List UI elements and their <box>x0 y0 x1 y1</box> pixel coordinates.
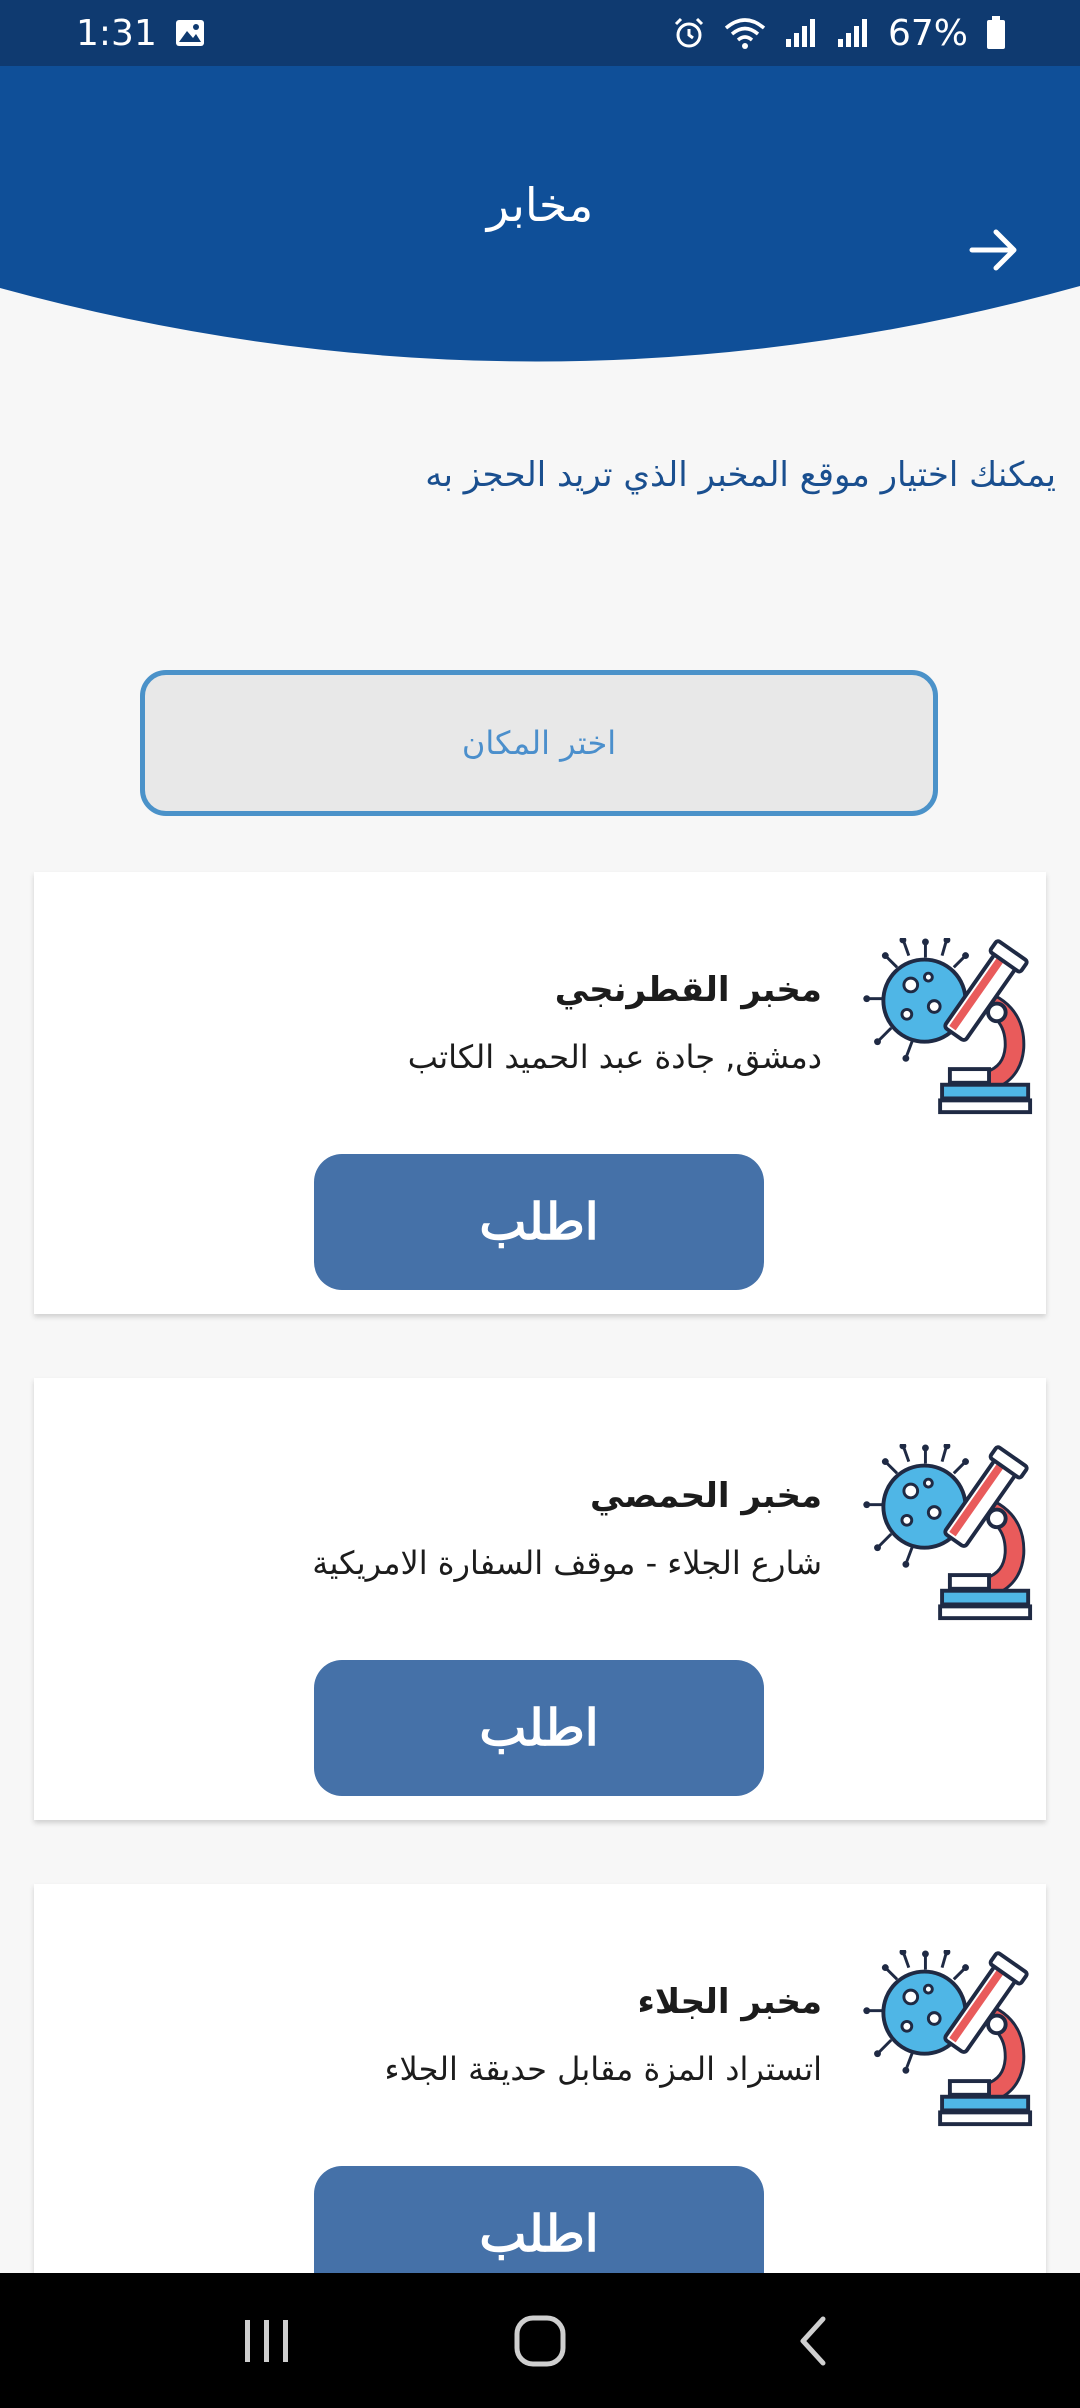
signal-icon <box>836 17 870 49</box>
virus-microscope-icon <box>852 938 1038 1118</box>
back-icon[interactable] <box>768 2296 858 2386</box>
lab-name: مخبر الحمصي <box>589 1476 822 1516</box>
intro-text: يمكنك اختيار موقع المخبر الذي تريد الحجز به <box>425 455 1056 495</box>
virus-microscope-icon <box>852 1950 1038 2130</box>
order-button[interactable]: اطلب <box>314 1660 764 1796</box>
virus-microscope-icon <box>852 1444 1038 1624</box>
battery-percent: 67% <box>887 12 968 54</box>
alarm-icon <box>672 16 706 50</box>
home-icon[interactable] <box>495 2296 585 2386</box>
status-time: 1:31 <box>76 12 157 54</box>
lab-name: مخبر القطرنجي <box>554 970 822 1010</box>
page-title: مخابر <box>486 178 594 232</box>
lab-card <box>34 1884 1046 2326</box>
order-button[interactable]: اطلب <box>314 2166 764 2302</box>
wifi-icon <box>724 16 766 50</box>
arrow-right-icon[interactable] <box>964 220 1024 280</box>
image-icon <box>175 19 205 47</box>
signal-icon <box>784 17 818 49</box>
lab-name: مخبر الجلاء <box>637 1982 822 2022</box>
status-bar <box>0 0 1080 66</box>
lab-card <box>34 1378 1046 1820</box>
lab-address: دمشق, جادة عبد الحميد الكاتب <box>407 1038 822 1076</box>
lab-address: شارع الجلاء - موقف السفارة الامريكية <box>312 1544 822 1582</box>
order-button[interactable]: اطلب <box>314 1154 764 1290</box>
location-select[interactable] <box>140 670 938 816</box>
location-select-placeholder: اختر المكان <box>461 724 617 762</box>
system-nav-bar <box>0 2273 1080 2408</box>
app-header <box>0 66 1080 366</box>
battery-icon <box>986 16 1006 50</box>
recent-apps-icon[interactable] <box>222 2296 312 2386</box>
lab-card <box>34 872 1046 1314</box>
lab-address: اتستراد المزة مقابل حديقة الجلاء <box>384 2050 822 2088</box>
